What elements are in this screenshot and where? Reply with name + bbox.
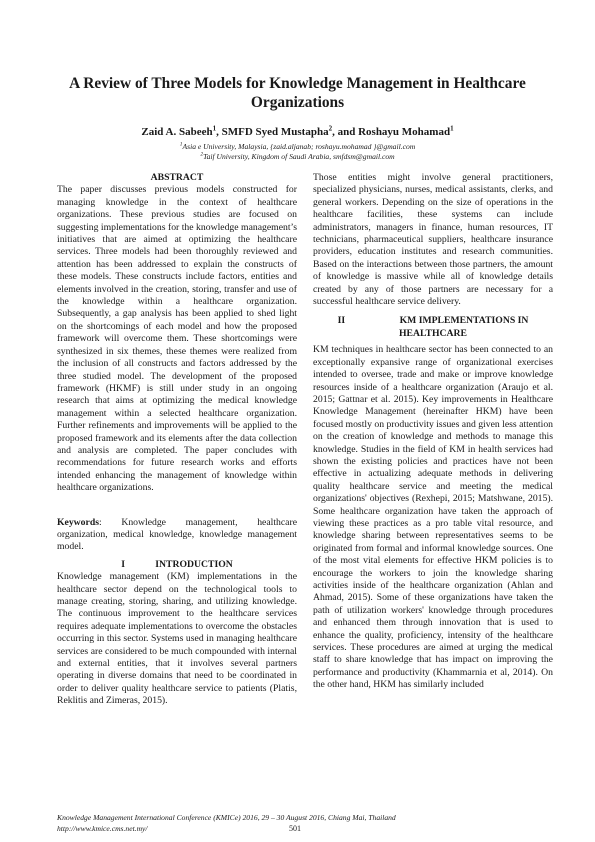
abstract-heading: ABSTRACT — [150, 172, 204, 183]
affiliation-text: Taif University, Kingdom of Saudi Arabia, smfdsm@gmail.com — [203, 152, 395, 161]
section-2-heading — [313, 315, 553, 340]
author-separator: , and — [332, 126, 359, 138]
section-title-line1: KM IMPLEMENTATIONS IN — [399, 315, 529, 327]
author-separator: , — [216, 126, 222, 138]
conference-footer: Knowledge Management International Conference (KMICe) 2016, 29 – 30 August 2016, Chiang Mai, Thailand — [57, 813, 396, 822]
keywords-label: Keywords — [57, 516, 99, 528]
keywords-text: : Knowledge management, healthcare organization, medical knowledge, knowledge management model. — [57, 516, 297, 553]
spacer — [57, 495, 297, 517]
affiliation-mark: 2 — [200, 151, 204, 158]
author-name: Roshayu Mohamad — [358, 126, 451, 138]
author-affiliation-mark: 1 — [450, 124, 454, 133]
section-title-line2: HEALTHCARE — [398, 327, 467, 339]
abstract-text: The paper discusses previous models constructed for managing knowledge in the context of healthcare organizations. These previous studies are focused on suggesting implementations for the knowledge management’s initiatives that are aimed at optimizing the healthcare services. Three models had been thoroughly reviewed and attention has been addressed to explain the constructs of these models. These constructs include factors, entities and elements involved in the creation, storing, transfer and use of the knowledge within a healthcare organization. Subsequently, a gap analysis has been applied to shed light on the shortcomings of each model and how the proposed framework will overcome them. These shortcomings were synthesized in six themes, these themes were realized from the inclusion of all constructs and factors addressed by the three studied model. The development of the proposed framework (HKMF) is still under study in an ongoing research that aims at optimizing the medical knowledge management within a selected healthcare organization. Further refinements and improvements will be applied to the proposed framework and its elements after the data collection and analysis are completed. The paper concludes with recommendations for future research works and efforts intended enhancing the management of knowledge within healthcare organizations. — [57, 184, 297, 494]
author-affiliation-mark: 2 — [328, 124, 333, 133]
paper-title: A Review of Three Models for Knowledge Management in Healthcare Organizations — [69, 75, 526, 111]
page-number: 501 — [289, 824, 301, 833]
section-title: INTRODUCTION — [155, 558, 233, 570]
author-affiliation-mark: 1 — [212, 124, 217, 133]
keywords — [57, 517, 297, 554]
affiliation-1 — [40, 142, 555, 152]
footer-url: http://www.kmice.cms.net.my/ — [57, 824, 148, 833]
right-column — [313, 172, 553, 692]
author-name: Zaid A. Sabeeh — [141, 126, 213, 138]
introduction-text: Knowledge management (KM) implementations in the healthcare sector depend on the technological tools to manage creating, storing, sharing, and utilizing knowledge. The continuous improvement to the healthcare services requires adequate implementations to overcome the obstacles occurring in this sector. Systems used in managing healthcare services are considered to be much compounded with internal and external entities, that it involves several partners operating in diverse domains that need to be coordinated in order to deliver quality healthcare service to patients (Platis, Reklitis and Zimeras, 2015). — [57, 571, 297, 707]
author-name: SMFD Syed Mustapha — [221, 126, 329, 138]
section-2-text: KM techniques in healthcare sector has been connected to an exceptionally expansive range of organizational exercises intended to oversee, trade and make or improve knowledge resources inside of a healthcare organization (Araujo et al. 2015; Gattnar et al. 2015). Key improvements in Healthcare Knowledge Management (hereinafter HKM) have been focused mostly on productivity issues and given less attention on the creation of knowledge and methods to manage this knowledge. Studies in the field of KM in health services had shown the existing policies and practices have not been effective in actualizing adequate methods in delivering quality healthcare service and meeting the medical organizations' objectives (Rexhepi, 2015; Matshwane, 2015). Some healthcare organization have taken the approach of viewing these practices as a pro table vital resource, and knowledge sharing between representatives seems to be originated from formal and informal knowledge sources. One of the most vital elements for effective HKM policies is to encourage the workers to join the knowledge sharing activities inside of the healthcare organization (Ahlan and Ahmad, 2015). Some of these organizations have taken the path of utilization workers' knowledge through procedures and enhanced them through innovation that is used to enhance the quality, proficiency, intensity of the healthcare services. These procedures are aimed at urging the medical staff to share knowledge that has impact on improving the performance and productivity (Khammarnia et al, 2014). On the other hand, HKM has similarly included — [313, 344, 554, 691]
section-number: I — [121, 558, 126, 570]
affiliation-2 — [40, 152, 555, 162]
affiliation-text: Asia e University, Malaysia, {zaid.aljanab; roshayu.mohamad }@gmail.com — [182, 142, 416, 151]
section-number: II — [337, 315, 346, 327]
author-list — [40, 125, 555, 139]
left-column — [57, 172, 297, 708]
section-1-heading — [57, 559, 297, 571]
introduction-continued: Those entities might involve general practitioners, specialized physicians, nurses, medical assistants, clerks, and general workers. Depending on the size of operations in the healthcare facilities, these systems can include administrators, managers in finance, human resources, IT technicians, pharmaceutical suppliers, healthcare insurance providers, education institutes and research communities. Based on the interactions between those partners, the amount of knowledge is massive while all of knowledge details created by any of those partners are necessary for a successful healthcare service delivery. — [313, 172, 553, 308]
affiliation-mark: 1 — [179, 141, 183, 148]
